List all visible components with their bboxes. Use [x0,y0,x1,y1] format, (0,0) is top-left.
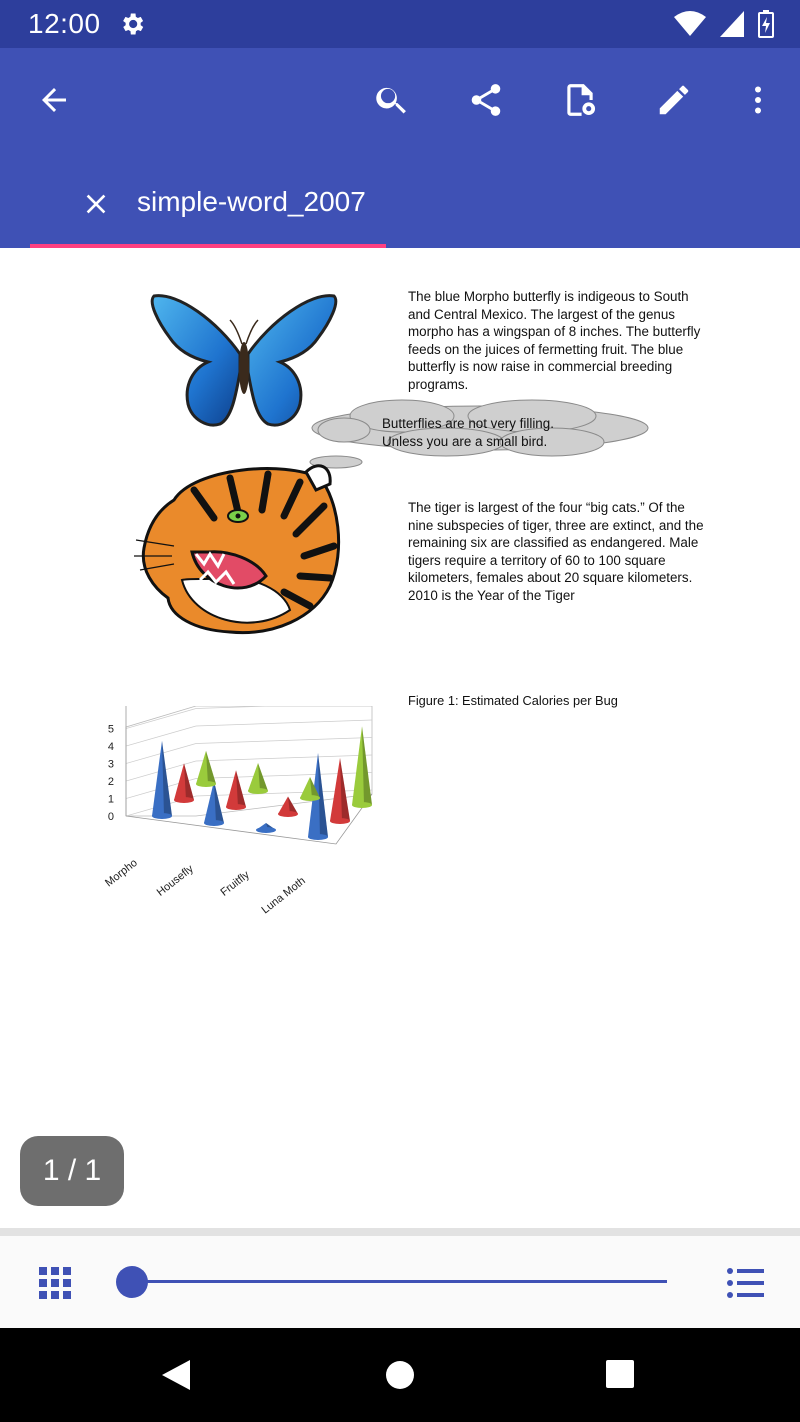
document-settings-button[interactable] [556,76,604,124]
chart-gridline [196,773,372,779]
bottom-divider [0,1228,800,1236]
close-tab-icon[interactable] [80,188,112,220]
page-indicator: 1 / 1 [20,1136,124,1206]
page-slider-thumb[interactable] [116,1266,148,1298]
chart-category-label: Housefly [154,862,196,899]
list-view-icon[interactable] [726,1266,764,1300]
chart-cone [204,781,224,826]
edit-icon [655,81,693,119]
butterfly-paragraph: The blue Morpho butterfly is indigeous to South and Central Mexico. The largest of the genus morpho has a wingspan of 8 inches. The butterfly feeds on the juices of fermetting fruit. The blue butterfly is now raise in commercial breeding programs. [408,289,701,392]
chart-y-tick: 5 [107,723,114,736]
chart-gridline [126,726,196,746]
wifi-icon [674,11,706,37]
search-button[interactable] [368,76,416,124]
status-bar [0,0,800,48]
bubble-line-2: Unless you are a small bird. [382,434,548,449]
edit-button[interactable] [650,76,698,124]
status-time: 12:00 [28,8,101,39]
back-button[interactable] [30,76,78,124]
back-arrow-icon [36,82,72,118]
chart-gridline [196,755,372,761]
grid-view-icon[interactable] [38,1266,72,1300]
app-toolbar [0,48,800,248]
more-options-button[interactable] [734,76,782,124]
system-nav-bar [0,1328,800,1422]
home-circle-icon[interactable] [384,1359,416,1391]
chart-cone [256,823,276,833]
tiger-image [134,460,348,638]
chart-cone [248,763,268,794]
chart-cone [196,751,216,787]
chart-cone [226,770,246,810]
tiger-paragraph: The tiger is largest of the four “big cats.” Of the nine subspecies of tiger, three are extinct, and the remaining six are classified as endangered. Male tigers require a territory of 60 to 100 square kilometers, females about 20 square kilometers. 2010 is the Year of the Tiger [408,500,704,603]
share-icon [467,81,505,119]
bottom-controls [0,1236,800,1328]
page-slider-track[interactable] [132,1280,667,1283]
recents-square-icon[interactable] [605,1359,635,1389]
bubble-line-1: Butterflies are not very filling. [382,416,554,431]
document-tab[interactable] [30,176,386,248]
cell-signal-icon [720,11,744,37]
chart-cone [278,797,298,818]
chart-category-label: Luna Moth [259,874,308,916]
chart-gridline [196,738,372,744]
chart-y-tick: 3 [107,758,114,771]
battery-charging-icon [758,10,774,38]
chart-y-tick: 4 [107,741,114,753]
chart-y-tick: 2 [107,776,114,788]
chart-y-tick: 1 [107,793,114,806]
document-page[interactable] [0,248,800,1228]
search-icon [373,81,411,119]
settings-gear-icon [118,10,146,38]
chart-category-label: Morpho [103,856,140,890]
chart-y-tick: 0 [107,811,114,823]
chart-gridline [196,720,372,726]
chart-cone [174,763,194,803]
chart-category-label: Fruitfly [218,868,252,899]
chart-cone [152,741,172,819]
calories-chart [96,706,396,916]
chart-cone [352,726,372,808]
back-triangle-icon[interactable] [160,1358,192,1392]
figure-caption: Figure 1: Estimated Calories per Bug [408,693,618,708]
share-button[interactable] [462,76,510,124]
chart-gridline [126,709,196,729]
more-vert-icon [740,82,776,118]
document-settings-icon [561,81,599,119]
status-indicators [674,9,774,39]
tab-title: simple-word_2007 [137,186,366,217]
